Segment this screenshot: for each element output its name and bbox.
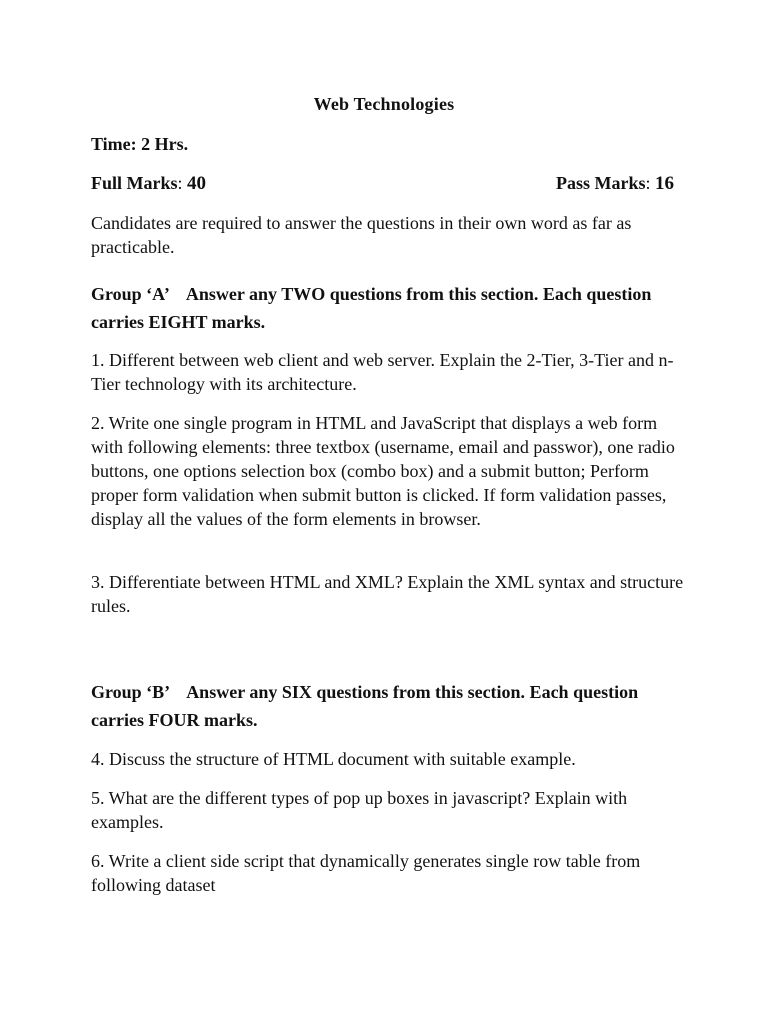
question-2: 2. Write one single program in HTML and JavaScript that displays a web form with following elements: three textbox (username, email and passwor), one radio buttons, one options selection box (combo box) and a submit button; Perform proper form validation when submit button is clicked. If form validation passes, display all the values of the form elements in browser. — [91, 413, 675, 529]
pass-marks-label: Pass Marks — [555, 173, 646, 193]
full-marks-label: Full Marks — [91, 173, 178, 193]
question-6: 6. Write a client side script that dynamically generates single row table from following dataset — [91, 851, 641, 895]
full-marks — [91, 173, 206, 195]
question-5: 5. What are the different types of pop up boxes in javascript? Explain with examples. — [91, 788, 628, 832]
pass-marks — [556, 173, 674, 195]
full-marks-value: 40 — [187, 173, 207, 194]
exam-time: Time: 2 Hrs. — [91, 134, 189, 154]
group-a-heading — [91, 280, 691, 336]
pass-marks-sep: : — [645, 173, 655, 193]
instructions-text: Candidates are required to answer the questions in their own word as far as practicable. — [91, 213, 632, 257]
full-marks-sep: : — [177, 173, 188, 193]
page-title: Web Technologies — [313, 94, 455, 114]
group-a-name: Group ‘A’ — [91, 284, 170, 304]
question-4: 4. Discuss the structure of HTML document with suitable example. — [91, 749, 576, 769]
group-b-instruction: Answer any SIX questions from this section. Each question carries FOUR marks. — [91, 682, 639, 730]
question-1: 1. Different between web client and web server. Explain the 2-Tier, 3-Tier and n-Tier technology with its architecture. — [91, 350, 674, 394]
group-b-heading — [91, 678, 691, 734]
group-a-instruction: Answer any TWO questions from this section. Each question carries EIGHT marks. — [91, 284, 652, 332]
question-3: 3. Differentiate between HTML and XML? Explain the XML syntax and structure rules. — [91, 572, 684, 616]
group-b-name: Group ‘B’ — [91, 682, 171, 702]
pass-marks-value: 16 — [655, 173, 674, 194]
